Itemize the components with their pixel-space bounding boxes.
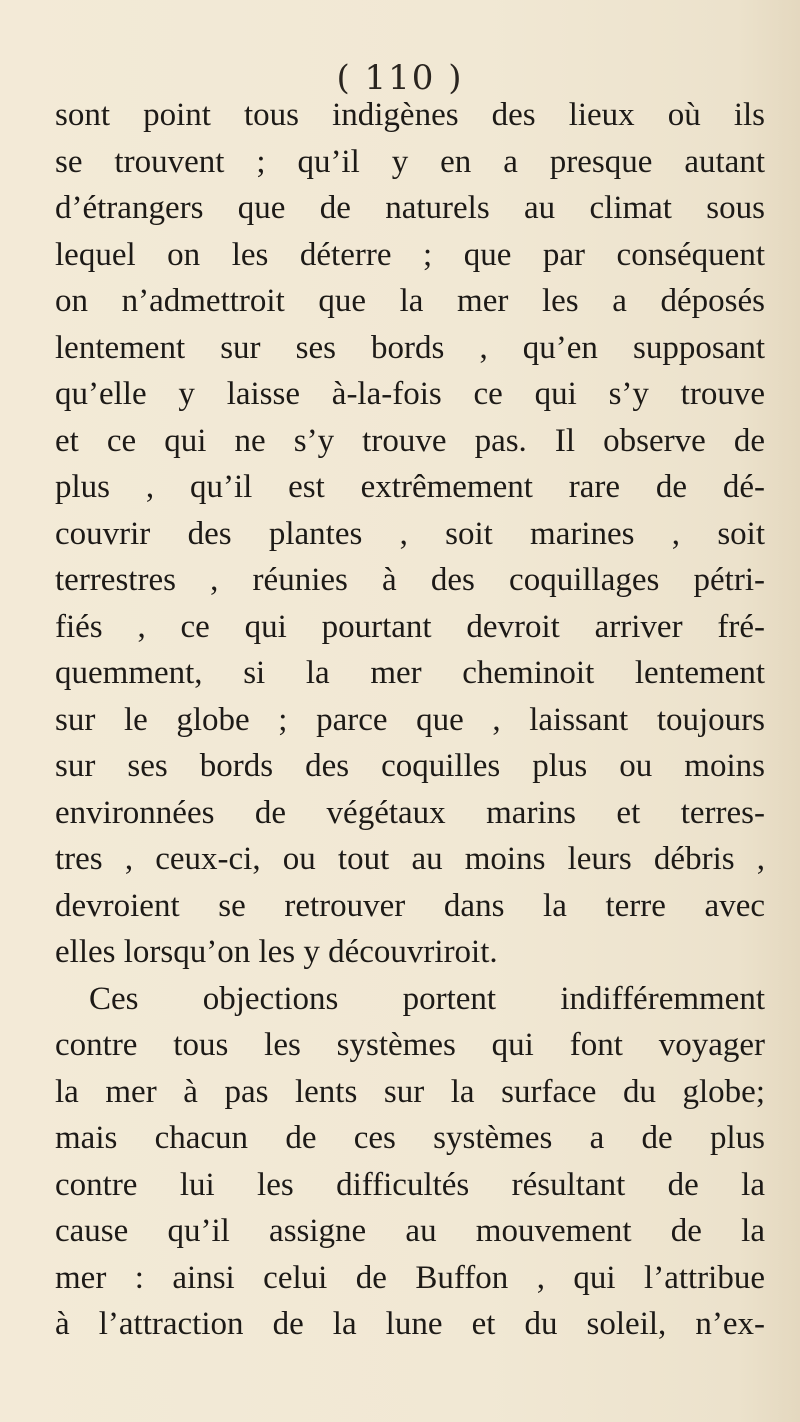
page-number: ( 110 ): [336, 58, 464, 98]
text-line: mais chacun de ces systèmes a de plus: [55, 1120, 765, 1156]
text-line: cause qu’il assigne au mouvement de la: [55, 1213, 765, 1249]
text-line: elles lorsqu’on les y découvriroit.: [55, 934, 498, 970]
text-line: qu’elle y laisse à-la-fois ce qui s’y trouve: [55, 376, 765, 412]
text-line: couvrir des plantes , soit marines , soit: [55, 515, 765, 552]
text-line: d’étrangers que de naturels au climat sous: [55, 190, 765, 226]
text-line: plus , qu’il est extrêmement rare de dé-: [55, 469, 765, 505]
text-line: fiés , ce qui pourtant devroit arriver fré-: [55, 608, 765, 645]
text-line: mer : ainsi celui de Buffon , qui l’attribue: [55, 1259, 765, 1296]
text-line: et ce qui ne s’y trouve pas. Il observe de: [55, 422, 765, 459]
text-line: Ces objections portent indifféremment: [89, 980, 765, 1017]
text-line: à l’attraction de la lune et du soleil, n’ex-: [55, 1306, 765, 1342]
text-line: on n’admettroit que la mer les a déposés: [55, 283, 765, 319]
text-line: sur le globe ; parce que , laissant toujours: [55, 701, 765, 738]
text-line: contre tous les systèmes qui font voyager: [55, 1027, 765, 1063]
text-line: sont point tous indigènes des lieux où ils: [55, 97, 765, 133]
text-line: terrestres , réunies à des coquillages pétri-: [55, 562, 765, 598]
text-line: devroient se retrouver dans la terre avec: [55, 887, 765, 924]
text-line: lentement sur ses bords , qu’en supposant: [55, 329, 765, 366]
text-line: la mer à pas lents sur la surface du globe;: [55, 1073, 765, 1110]
text-line: lequel on les déterre ; que par conséquent: [55, 236, 765, 273]
text-line: sur ses bords des coquilles plus ou moins: [55, 748, 765, 784]
text-line: tres , ceux-ci, ou tout au moins leurs débris ,: [55, 841, 765, 877]
text-line: quemment, si la mer cheminoit lentement: [55, 655, 765, 691]
text-line: se trouvent ; qu’il y en a presque autant: [55, 143, 765, 180]
text-line: environnées de végétaux marins et terres-: [55, 794, 765, 831]
text-line: contre lui les difficultés résultant de la: [55, 1166, 765, 1203]
body-text: [55, 92, 765, 1348]
